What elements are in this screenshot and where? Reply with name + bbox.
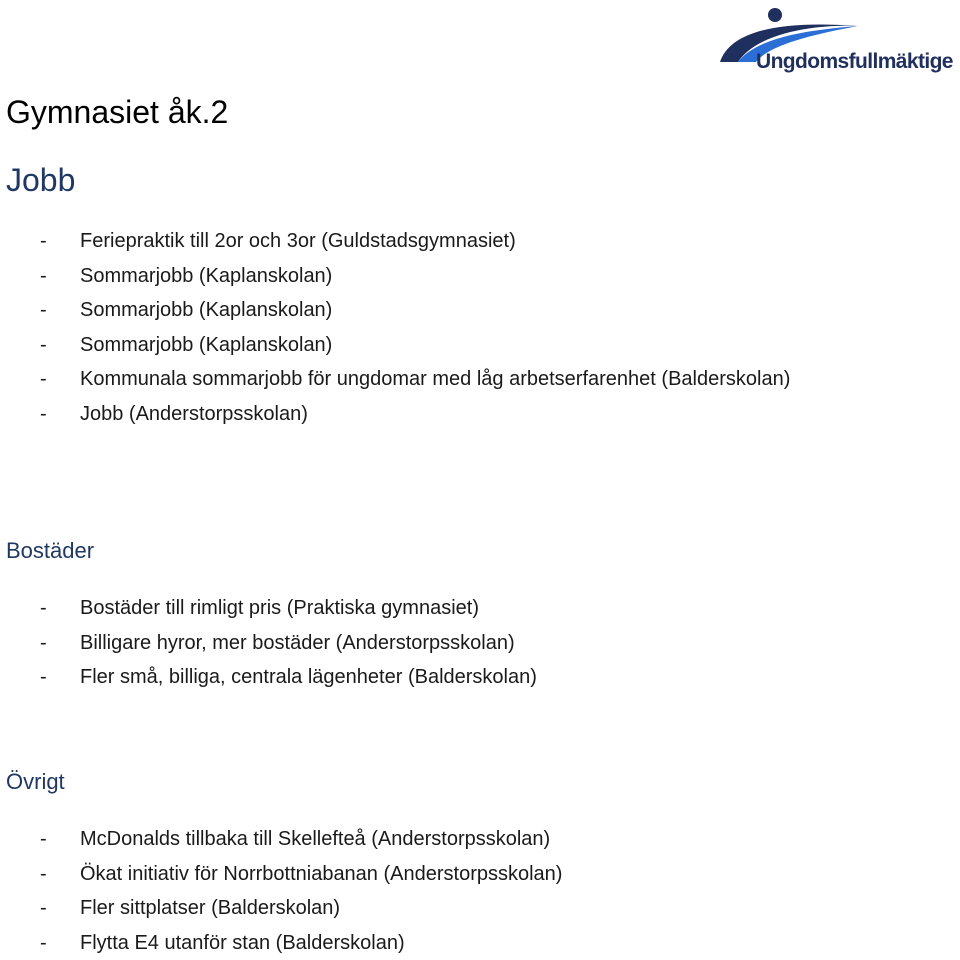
section-heading-jobb: Jobb — [6, 160, 75, 200]
list-item: - Fler sittplatser (Balderskolan) — [0, 891, 562, 926]
list-item: - Sommarjobb (Kaplanskolan) — [0, 328, 820, 363]
list-item: - Ökat initiativ för Norrbottniabanan (Anderstorpsskolan) — [0, 857, 562, 892]
list-item: - Jobb (Anderstorpsskolan) — [0, 397, 820, 432]
logo-text: Ungdomsfullmäktige — [756, 50, 953, 74]
list-item: - Sommarjobb (Kaplanskolan) — [0, 259, 820, 294]
list-item: - Fler små, billiga, centrala lägenheter (Balderskolan) — [0, 660, 537, 695]
section-heading-bostader: Bostäder — [6, 537, 94, 565]
list-item: - Feriepraktik till 2or och 3or (Guldstadsgymnasiet) — [0, 224, 820, 259]
list-item: - Billigare hyror, mer bostäder (Anderstorpsskolan) — [0, 626, 537, 661]
page-title: Gymnasiet åk.2 — [6, 92, 228, 132]
list-item: - Sommarjobb (Kaplanskolan) — [0, 293, 820, 328]
section-heading-ovrigt: Övrigt — [6, 768, 65, 796]
list-item: - McDonalds tillbaka till Skellefteå (Anderstorpsskolan) — [0, 822, 562, 857]
list-item: - Bostäder till rimligt pris (Praktiska gymnasiet) — [0, 591, 537, 626]
ovrigt-list — [0, 822, 562, 960]
bostader-list — [0, 591, 537, 695]
ungdomsfullmaktige-logo — [716, 4, 958, 84]
jobb-list — [0, 224, 820, 431]
list-item: - Flytta E4 utanför stan (Balderskolan) — [0, 926, 562, 960]
list-item: - Kommunala sommarjobb för ungdomar med låg arbetserfarenhet (Balderskolan) — [0, 362, 820, 397]
